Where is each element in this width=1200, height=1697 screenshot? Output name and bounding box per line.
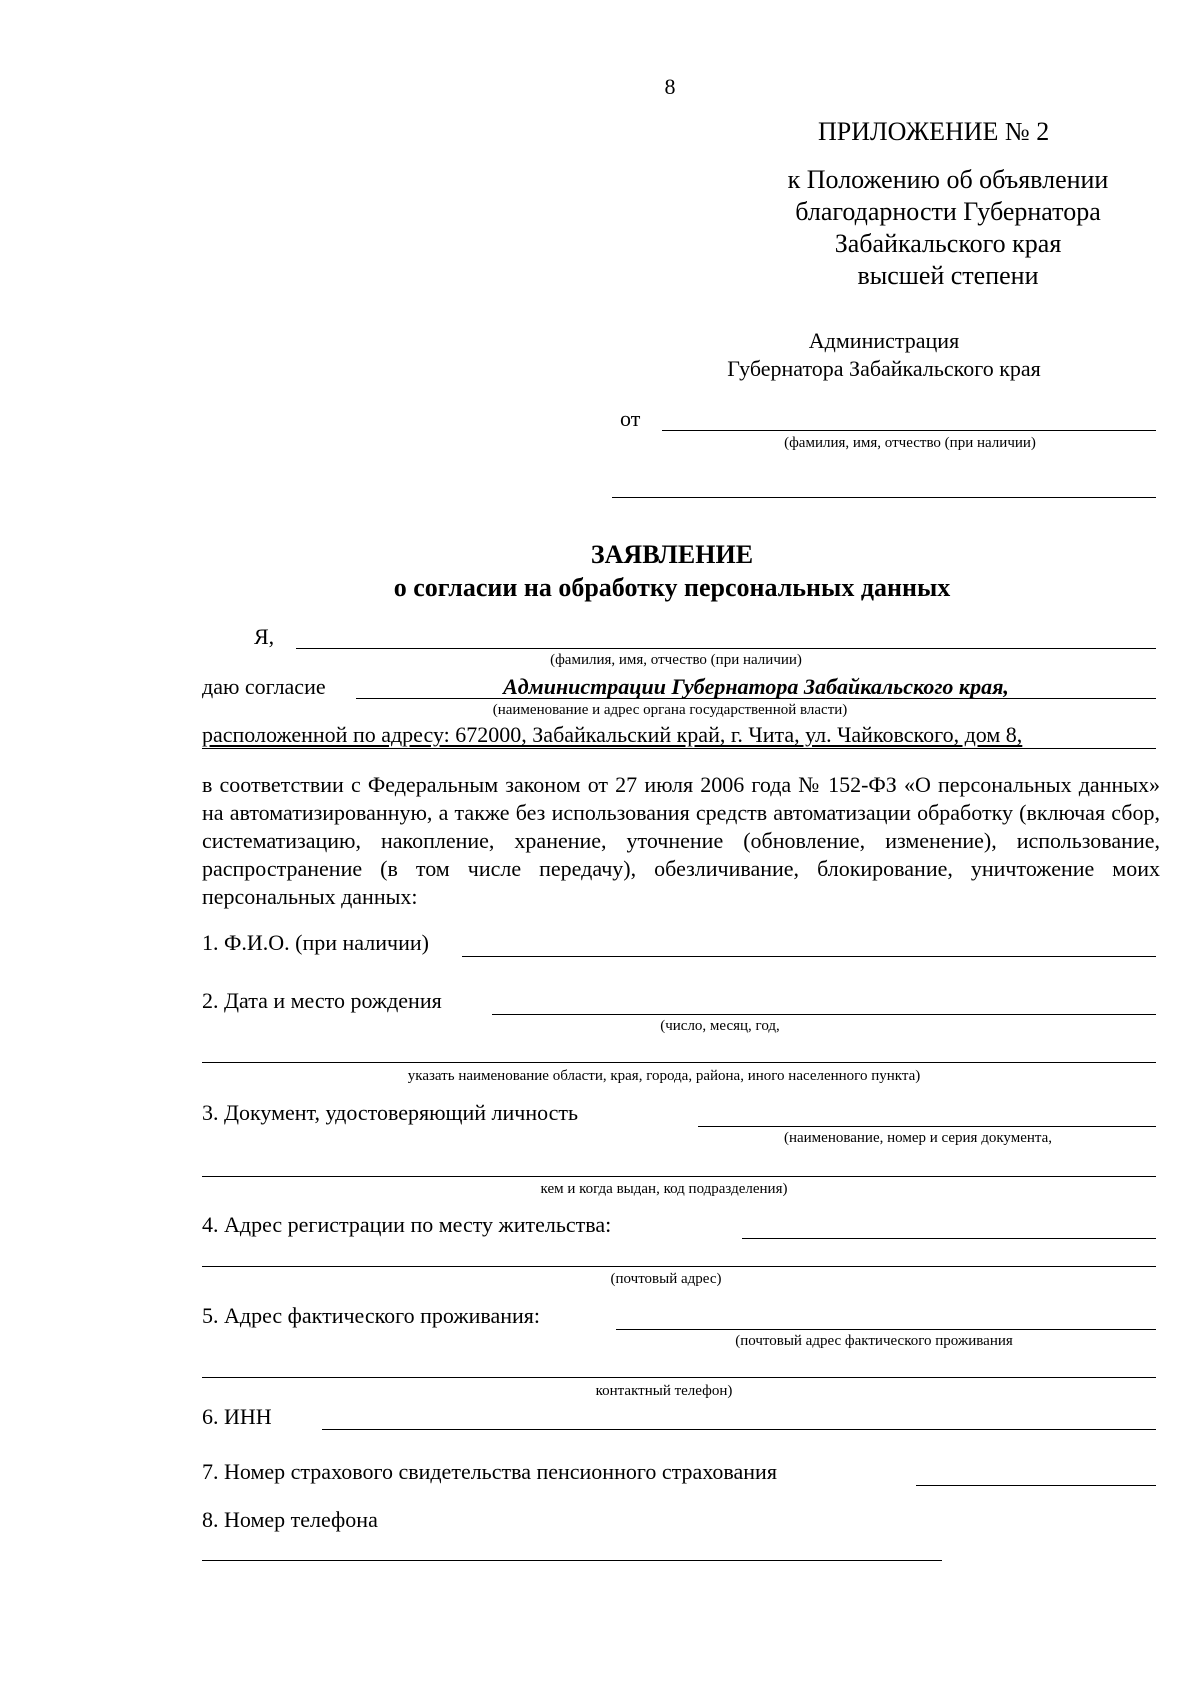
- annex-line-2: благодарности Губернатора: [795, 197, 1101, 226]
- actual-phone-field[interactable]: [202, 1377, 1156, 1378]
- page-number: 8: [664, 74, 676, 99]
- birth-caption-2: указать наименование области, края, города, района, иного населенного пункта): [407, 1068, 921, 1084]
- actual-caption-1: (почтовый адрес фактического проживания: [735, 1333, 1013, 1349]
- item-snils-label: 7. Номер страхового свидетельства пенсионного страхования: [202, 1459, 777, 1484]
- give-consent-label: даю согласие: [202, 674, 326, 699]
- inn-field[interactable]: [322, 1429, 1156, 1430]
- doc-caption-1: (наименование, номер и серия документа,: [783, 1130, 1053, 1146]
- from-caption: (фамилия, имя, отчество (при наличии): [784, 435, 1036, 451]
- annex-line-3: Забайкальского края: [834, 229, 1062, 258]
- annex-title: ПРИЛОЖЕНИЕ № 2: [818, 117, 1050, 146]
- applicant-name-field[interactable]: [296, 648, 1156, 649]
- operator-address: расположенной по адресу: 672000, Забайкальский край, г. Чита, ул. Чайковского, дом 8,: [202, 722, 1023, 747]
- item-fio-label: 1. Ф.И.О. (при наличии): [202, 930, 429, 955]
- item-actual-label: 5. Адрес фактического проживания:: [202, 1303, 540, 1328]
- item-phone-label: 8. Номер телефона: [202, 1507, 378, 1532]
- operator-address-line: [202, 748, 1156, 749]
- reg-address-field[interactable]: [742, 1238, 1156, 1239]
- from-name-field-2[interactable]: [612, 497, 1156, 498]
- actual-address-field[interactable]: [616, 1329, 1156, 1330]
- statement-subtitle: о согласии на обработку персональных данных: [393, 573, 951, 602]
- item-doc-label: 3. Документ, удостоверяющий личность: [202, 1100, 579, 1125]
- annex-line-1: к Положению об объявлении: [787, 165, 1109, 194]
- reg-address-field-2[interactable]: [202, 1266, 1156, 1267]
- phone-field[interactable]: [202, 1560, 942, 1561]
- birth-caption-1: (число, месяц, год,: [660, 1018, 780, 1034]
- from-label: от: [620, 406, 641, 431]
- operator-name: Администрации Губернатора Забайкальского края,: [503, 674, 1009, 699]
- actual-caption-2: контактный телефон): [595, 1383, 733, 1399]
- statement-title: ЗАЯВЛЕНИЕ: [590, 540, 754, 569]
- fio-field[interactable]: [462, 956, 1156, 957]
- reg-caption: (почтовый адрес): [610, 1271, 722, 1287]
- operator-caption: (наименование и адрес органа государственной власти): [492, 702, 848, 718]
- applicant-name-caption: (фамилия, имя, отчество (при наличии): [550, 652, 802, 668]
- birth-date-field[interactable]: [492, 1014, 1156, 1015]
- i-label: Я,: [254, 624, 275, 649]
- from-name-field[interactable]: [662, 430, 1156, 431]
- doc-caption-2: кем и когда выдан, код подразделения): [540, 1181, 788, 1197]
- item-reg-label: 4. Адрес регистрации по месту жительства:: [202, 1212, 612, 1237]
- doc-field[interactable]: [698, 1126, 1156, 1127]
- consent-body: в соответствии с Федеральным законом от 27 июля 2006 года № 152-ФЗ «О персональных данных» на автоматизированную, а также без использования средств автоматизации обработку (включая сбор, систематизацию, накопление, хранение, уточнение (обновление, изменение), использование, распространение (в том числе передачу), обезличивание, блокирование, уничтожение моих персональных данных:: [202, 772, 1160, 909]
- addressee-line-1: Администрация: [808, 328, 960, 353]
- birth-place-field[interactable]: [202, 1062, 1156, 1063]
- snils-field[interactable]: [916, 1485, 1156, 1486]
- annex-line-4: высшей степени: [857, 261, 1039, 290]
- doc-issued-field[interactable]: [202, 1176, 1156, 1177]
- item-birth-label: 2. Дата и место рождения: [202, 988, 442, 1013]
- item-inn-label: 6. ИНН: [202, 1404, 272, 1429]
- addressee-line-2: Губернатора Забайкальского края: [727, 356, 1041, 381]
